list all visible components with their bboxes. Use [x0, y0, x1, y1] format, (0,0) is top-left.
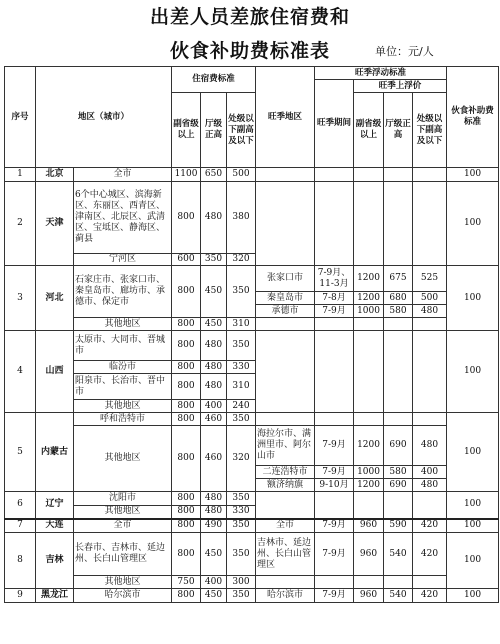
table-row: 其他地区 800 450 310: [5, 318, 499, 331]
header-deputy: 副省级以上: [172, 93, 201, 168]
header-meal: 伙食补助费标准: [447, 67, 499, 168]
table-row: 承德市 7-9月 1000 580 480: [5, 305, 499, 318]
table-row: 其他地区 800 460 320 海拉尔市、满洲里市、阿尔山市 7-9月 1200 690 480: [5, 426, 499, 466]
title-line-1: 出差人员差旅住宿费和: [149, 6, 350, 28]
table-row: 8 吉林 长春市、吉林市、延边州、长白山管理区 800 450 350 吉林市、延边州、长白山管理区 7-9月 960 540 420 100: [5, 533, 499, 576]
header-division: 处级以下副高及以下: [227, 93, 256, 168]
header-peak-up: 旺季上浮价: [354, 80, 447, 93]
header-seq: 序号: [5, 67, 36, 168]
table-row: 阳泉市、长治市、晋中市 800 480 310: [5, 374, 499, 400]
table-row: 7 大连 全市 800 490 350 全市 7-9月 960 590 420 100: [5, 519, 499, 533]
standards-table: [4, 66, 499, 603]
table-row: 其他地区 800 400 240: [5, 400, 499, 413]
table-row: 临汾市 800 480 330: [5, 361, 499, 374]
table-row: 宁河区 600 350 320: [5, 254, 499, 266]
header-peak-deputy: 副省级以上: [354, 93, 384, 168]
header-peak-area: 旺季地区: [256, 67, 315, 168]
header-bureau: 厅级正高: [201, 93, 227, 168]
table-row: 2 天津 6个中心城区、滨海新区、东丽区、西青区、津南区、北辰区、武清区、宝坻区、静海区、蓟县 800 480 380 100: [5, 182, 499, 254]
header-peak-division: 处级以下副高及以下: [413, 93, 447, 168]
header-area: 地区（城市）: [36, 67, 172, 168]
table-row: 额济纳旗 9-10月 1200 690 480: [5, 479, 499, 492]
header-peak-float: 旺季浮动标准: [315, 67, 447, 80]
table-row: 4 山西 太原市、大同市、晋城市 800 480 350 100: [5, 331, 499, 361]
table-row: 其他地区 750 400 300: [5, 576, 499, 589]
table-row: 9 黑龙江 哈尔滨市 800 450 350 哈尔滨市 7-9月 960 540 420 100: [5, 589, 499, 603]
table-row: 1 北京 全市 1100 650 500 100: [5, 168, 499, 182]
table-row: 其他地区 800 480 330: [5, 506, 499, 519]
unit-label: 单位：元/人: [375, 45, 434, 58]
table-row: 6 辽宁 沈阳市 800 480 350 100: [5, 492, 499, 506]
table-row: 5 内蒙古 呼和浩特市 800 460 350 100: [5, 413, 499, 426]
table-row: 3 河北 石家庄市、张家口市、秦皇岛市、廊坊市、承德市、保定市 800 450 350 张家口市 7-9月、11-3月 1200 675 525 100: [5, 266, 499, 292]
table-row: 秦皇岛市 7-8月 1200 680 500: [5, 292, 499, 305]
table-row: 二连浩特市 7-9月 1000 580 400: [5, 466, 499, 479]
header-lodging: 住宿费标准: [172, 67, 256, 93]
title-line-2: 伙食补助费标准表: [169, 40, 330, 62]
header-peak-period: 旺季期间: [315, 80, 354, 168]
header-peak-bureau: 厅级正高: [384, 93, 413, 168]
